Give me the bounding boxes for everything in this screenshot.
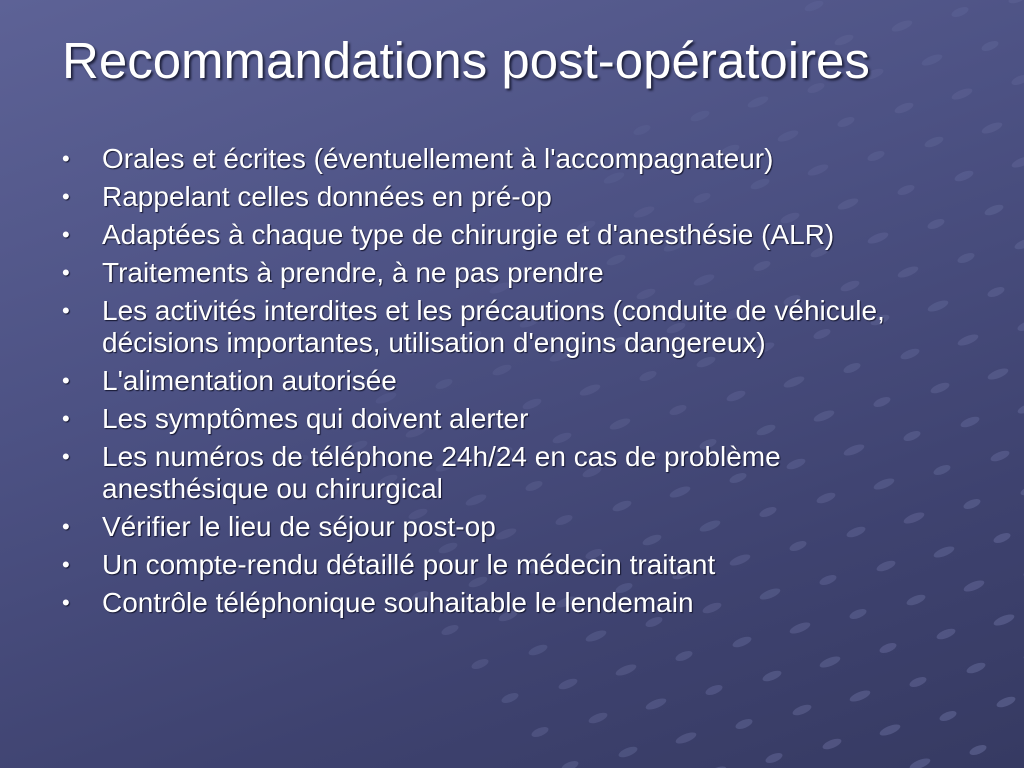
pattern-dot bbox=[1016, 400, 1024, 416]
bullet-icon: • bbox=[62, 514, 70, 539]
slide-title: Recommandations post-opératoires bbox=[62, 32, 870, 89]
pattern-dot bbox=[1016, 319, 1024, 333]
bullet-text: Contrôle téléphonique souhaitable le lendemain bbox=[102, 587, 694, 618]
pattern-dot bbox=[614, 662, 637, 678]
bullet-text: Les symptômes qui doivent alerter bbox=[102, 403, 529, 434]
bullet-item bbox=[62, 365, 952, 397]
bullet-text: Orales et écrites (éventuellement à l'accompagnateur) bbox=[102, 143, 774, 174]
pattern-dot bbox=[908, 675, 928, 689]
pattern-dot bbox=[803, 0, 825, 13]
bullet-list bbox=[62, 143, 952, 625]
pattern-dot bbox=[953, 169, 975, 184]
pattern-dot bbox=[584, 628, 607, 644]
bullet-item bbox=[62, 511, 952, 543]
pattern-dot bbox=[956, 332, 979, 348]
bullet-item bbox=[62, 143, 952, 175]
bullet-icon: • bbox=[62, 184, 70, 209]
pattern-dot bbox=[761, 669, 783, 684]
pattern-dot bbox=[557, 677, 579, 692]
pattern-dot bbox=[1007, 0, 1024, 5]
bullet-icon: • bbox=[62, 260, 70, 285]
pattern-dot bbox=[986, 366, 1009, 382]
pattern-dot bbox=[1010, 73, 1024, 87]
pattern-dot bbox=[980, 120, 1003, 136]
bullet-item bbox=[62, 219, 952, 251]
pattern-dot bbox=[632, 123, 652, 137]
bullet-icon: • bbox=[62, 406, 70, 431]
bullet-text: Les activités interdites et les précautions (conduite de véhicule, décisions importantes, utilisation d'engins dangereux) bbox=[102, 295, 885, 358]
pattern-dot bbox=[731, 635, 753, 650]
pattern-dot bbox=[776, 128, 799, 144]
pattern-dot bbox=[440, 623, 460, 637]
bullet-icon: • bbox=[62, 146, 70, 171]
bullet-item bbox=[62, 587, 952, 619]
pattern-dot bbox=[470, 657, 490, 671]
pattern-dot bbox=[527, 643, 549, 658]
bullet-item bbox=[62, 441, 952, 505]
pattern-dot bbox=[704, 764, 727, 768]
pattern-dot bbox=[644, 696, 667, 712]
pattern-dot bbox=[959, 415, 981, 430]
pattern-dot bbox=[734, 717, 754, 731]
pattern-dot bbox=[968, 743, 988, 757]
bullet-text: Un compte-rendu détaillé pour le médecin traitant bbox=[102, 549, 716, 580]
pattern-dot bbox=[956, 251, 976, 265]
pattern-dot bbox=[1010, 154, 1024, 170]
bullet-text: Les numéros de téléphone 24h/24 en cas de problème anesthésique ou chirurgical bbox=[102, 441, 781, 504]
pattern-dot bbox=[818, 654, 841, 670]
pattern-dot bbox=[938, 709, 958, 723]
pattern-dot bbox=[962, 497, 982, 511]
bullet-icon: • bbox=[62, 552, 70, 577]
bullet-icon: • bbox=[62, 590, 70, 615]
bullet-text: Rappelant celles données en pré-op bbox=[102, 181, 552, 212]
pattern-dot bbox=[995, 695, 1017, 710]
pattern-dot bbox=[965, 661, 987, 676]
pattern-dot bbox=[689, 109, 711, 124]
bullet-item bbox=[62, 549, 952, 581]
pattern-dot bbox=[983, 203, 1005, 218]
pattern-dot bbox=[1019, 483, 1024, 498]
bullet-text: Traitements à prendre, à ne pas prendre bbox=[102, 257, 604, 288]
pattern-dot bbox=[530, 725, 550, 739]
pattern-dot bbox=[704, 683, 724, 697]
pattern-dot bbox=[746, 94, 769, 110]
bullet-icon: • bbox=[62, 222, 70, 247]
pattern-dot bbox=[836, 115, 856, 129]
pattern-dot bbox=[878, 722, 901, 738]
bullet-item bbox=[62, 181, 952, 213]
pattern-dot bbox=[989, 449, 1011, 464]
pattern-dot bbox=[992, 612, 1015, 628]
pattern-dot bbox=[908, 756, 931, 768]
pattern-dot bbox=[893, 101, 915, 116]
pattern-dot bbox=[962, 578, 985, 594]
pattern-dot bbox=[992, 531, 1012, 545]
pattern-dot bbox=[935, 627, 957, 642]
pattern-dot bbox=[764, 751, 784, 765]
bullet-item bbox=[62, 257, 952, 289]
pattern-dot bbox=[560, 759, 580, 768]
pattern-dot bbox=[848, 688, 871, 704]
pattern-dot bbox=[986, 285, 1006, 299]
pattern-dot bbox=[821, 737, 843, 752]
pattern-dot bbox=[674, 730, 697, 746]
bullet-item bbox=[62, 403, 952, 435]
bullet-text: Adaptées à chaque type de chirurgie et d'anesthésie (ALR) bbox=[102, 219, 835, 250]
pattern-dot bbox=[791, 703, 813, 718]
bullet-item bbox=[62, 295, 952, 359]
pattern-dot bbox=[587, 711, 609, 726]
pattern-dot bbox=[674, 649, 694, 663]
bullet-text: L'alimentation autorisée bbox=[102, 365, 397, 396]
bullet-icon: • bbox=[62, 368, 70, 393]
pattern-dot bbox=[1013, 237, 1024, 252]
bullet-icon: • bbox=[62, 298, 70, 323]
bullet-icon: • bbox=[62, 444, 70, 469]
bullet-text: Vérifier le lieu de séjour post-op bbox=[102, 511, 496, 542]
pattern-dot bbox=[878, 641, 898, 655]
pattern-dot bbox=[950, 5, 970, 19]
pattern-dot bbox=[617, 745, 639, 760]
pattern-dot bbox=[500, 691, 520, 705]
